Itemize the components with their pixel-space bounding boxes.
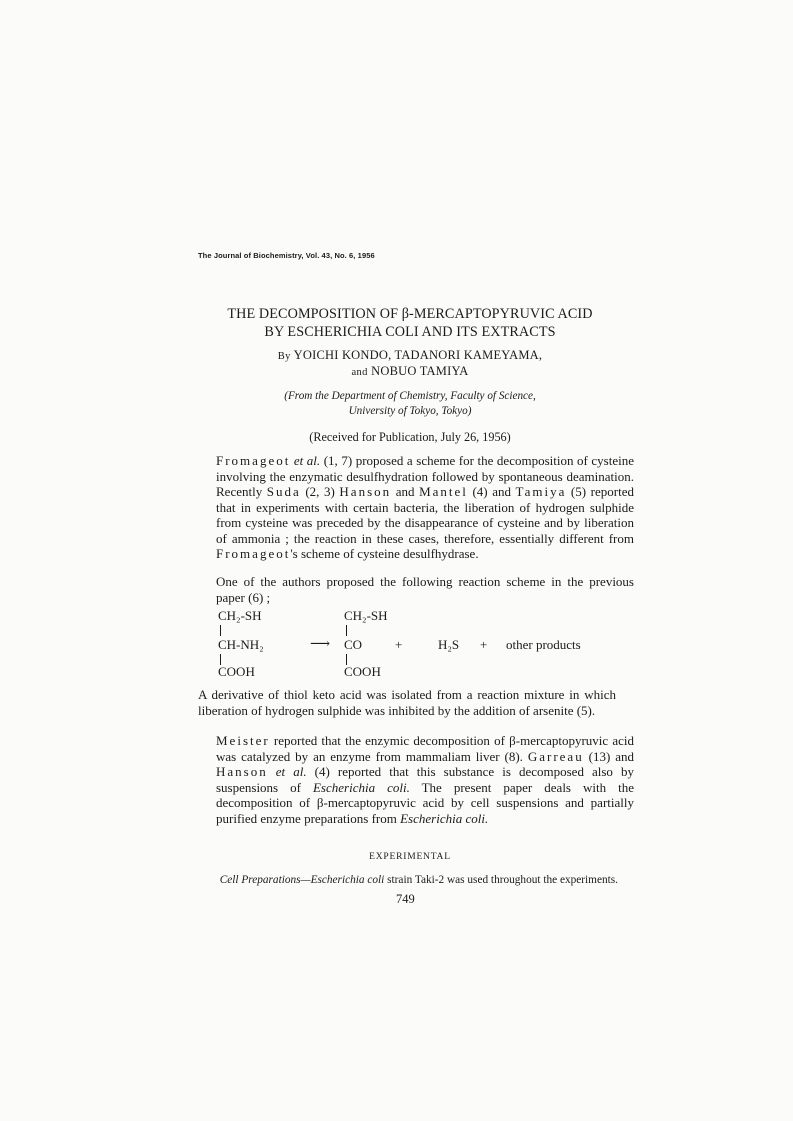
- text-italic: et al.: [290, 453, 321, 468]
- authors: [190, 348, 630, 380]
- received-date: (Received for Publication, July 26, 1956): [309, 430, 511, 444]
- species-name: Escherichia coli.: [312, 779, 410, 795]
- species-name: Escherichia coli.: [400, 810, 489, 826]
- text-run: reported that the enzymic decomposition of β-mercaptopyruvic acid was catalyzed by an enzyme from mammaliam liver (8).: [216, 733, 634, 764]
- plus-sign: +: [395, 637, 403, 652]
- affiliation: [190, 389, 630, 418]
- product-line-2: CO: [344, 637, 363, 652]
- paragraph-3: A derivative of thiol keto acid was isolated from a reaction mixture in which liberation of hydrogen sulphide was inhibited by the addition of arsenite (5).: [198, 687, 616, 718]
- page-number: 749: [396, 892, 415, 906]
- reactant-line-3: COOH: [218, 664, 255, 679]
- h2s-product: H₂S: [438, 637, 460, 652]
- author-names-1: YOICHI KONDO, TADANORI KAMEYAMA,: [293, 348, 543, 362]
- author-ref: Fromageot: [216, 546, 291, 561]
- affiliation-line-1: (From the Department of Chemistry, Faculty of Science,: [284, 390, 536, 402]
- text-italic: et al.: [267, 764, 307, 779]
- text-run: (4) and: [467, 484, 516, 499]
- article-title: [190, 306, 630, 341]
- reactant-line-2: CH-NH₂: [218, 637, 264, 652]
- reactant-line-1: CH₂-SH: [218, 608, 262, 623]
- text-run: (5) reported that in experiments with certain bacteria, the liberation of hydrogen sulphide from cysteine was preceded by the disappearance of cysteine and by liberation of ammonia ; the reaction in these cases, therefore, essentially different from: [216, 484, 634, 546]
- paragraph-4: [198, 733, 634, 826]
- text-run: (13) and: [583, 748, 634, 764]
- bond-line: [346, 625, 347, 636]
- paragraph-1: [198, 453, 634, 562]
- title-line-2: BY ESCHERICHIA COLI AND ITS EXTRACTS: [264, 323, 556, 340]
- other-products: other products: [506, 637, 581, 652]
- text-run: (1, 7) proposed a scheme for the decomposition of cysteine involving the enzymatic desulfhydration followed by spontaneous deamination. Recently: [216, 453, 634, 499]
- section-heading: EXPERIMENTAL: [369, 852, 451, 862]
- bond-line: [220, 625, 221, 636]
- author-ref: Garreau: [527, 748, 584, 764]
- reaction-arrow: ⟶: [310, 637, 331, 652]
- and-word: and: [351, 367, 368, 378]
- author-ref: Fromageot: [216, 453, 291, 468]
- text-run: 's scheme of cysteine desulfhydrase.: [290, 546, 479, 561]
- product-line-3: COOH: [344, 664, 381, 679]
- author-ref: Hanson: [216, 764, 268, 779]
- text-run: (4) reported that this substance is decomposed also by suspensions of: [216, 764, 634, 795]
- authors-line-2: [190, 364, 630, 380]
- author-ref: Suda: [266, 484, 301, 499]
- by-word: By: [277, 351, 291, 362]
- text-run: strain Taki-2 was used throughout the experiments.: [384, 874, 618, 886]
- authors-line-1: [190, 348, 630, 364]
- title-line-1: THE DECOMPOSITION OF β-MERCAPTOPYRUVIC ACID: [227, 306, 593, 322]
- text-run: and: [391, 484, 420, 499]
- journal-header: The Journal of Biochemistry, Vol. 43, No. 6, 1956: [198, 251, 375, 260]
- text-run: (2, 3): [300, 484, 340, 499]
- paragraph-2: One of the authors proposed the following reaction scheme in the previous paper (6) ;: [216, 574, 634, 605]
- cell-preparations-line: [198, 874, 618, 886]
- affiliation-line-2: University of Tokyo, Tokyo): [348, 404, 472, 417]
- text-run: The present paper deals with the decomposition of β-mercaptopyruvic acid by cell suspensions and partially purified enzyme preparations from: [216, 779, 635, 826]
- author-ref: Hanson: [339, 484, 392, 499]
- author-ref: Mantel: [419, 484, 468, 499]
- product-line-1: CH₂-SH: [344, 608, 388, 623]
- author-ref: Meister: [216, 733, 270, 748]
- author-ref: Tamiya: [515, 484, 567, 499]
- author-names-2: NOBUO TAMIYA: [371, 364, 469, 378]
- subsection-label: Cell Preparations—Escherichia coli: [219, 874, 385, 886]
- plus-sign: +: [480, 637, 488, 652]
